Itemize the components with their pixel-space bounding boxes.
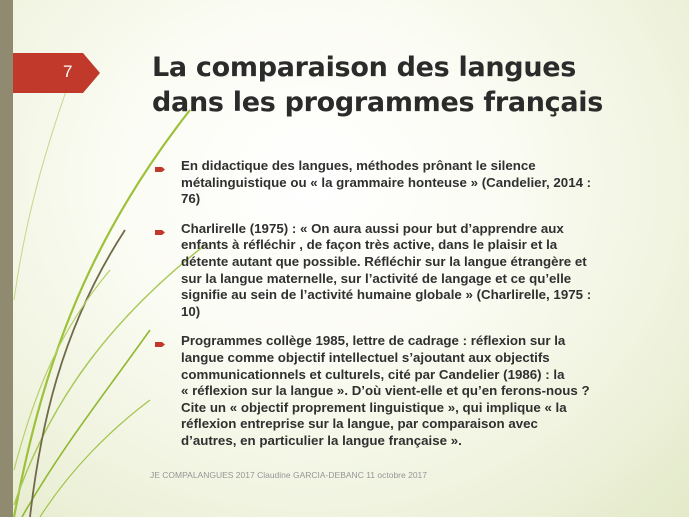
- bullet-item-charlirelle: [150, 221, 670, 321]
- bullet-item-didactique: [150, 158, 670, 208]
- slide-title-line: La comparaison des langues: [152, 52, 577, 83]
- bullet-text-line: détente autant que possible. Réfléchir sur la langue étrangère et: [181, 253, 587, 269]
- right-arrow-bullet-icon: [155, 342, 165, 347]
- bullet-text-line: d’autres, en particulier la langue française ».: [181, 432, 462, 448]
- bullet-text-line: Programmes collège 1985, lettre de cadrage : réflexion sur la: [181, 333, 566, 349]
- bullet-text-line: Charlirelle (1975) : « On aura aussi pour but d’apprendre aux: [181, 220, 564, 236]
- bullet-text-line: « réflexion sur la langue ». D’où vient-elle et qu’en ferons-nous ?: [181, 383, 590, 399]
- bullet-text-line: sur la langue maternelle, sur l’activité de langage et ce qu’elle: [181, 270, 572, 286]
- bullet-text-line: métalinguistique ou « la grammaire honteuse » (Candelier, 2014 :: [181, 174, 592, 190]
- badge-shape: [13, 53, 100, 93]
- right-arrow-bullet-icon: [155, 230, 165, 235]
- bullet-text-line: enfants à réfléchir , de façon très active, dans le plaisir et la: [181, 237, 558, 253]
- bullet-text-line: 10): [181, 303, 201, 319]
- slide-title: [152, 50, 672, 120]
- bullet-item-programmes-1985: [150, 333, 670, 449]
- bullet-text-line: signifie au sein de l’activité humaine globale » (Charlirelle, 1975 :: [181, 287, 592, 303]
- right-arrow-bullet-icon: [155, 167, 165, 172]
- bullet-text-line: Cite un « objectif proprement linguistique », qui implique « la: [181, 399, 567, 415]
- slide-title-line: dans les programmes français: [152, 87, 604, 118]
- slide-footer: JE COMPALANGUES 2017 Claudine GARCIA-DEBANC 11 octobre 2017: [150, 470, 428, 480]
- bullet-text-line: 76): [181, 191, 201, 207]
- bullet-text-line: En didactique des langues, méthodes prônant le silence: [181, 158, 536, 173]
- bullet-text-line: réflexion entreprise sur la langue, par comparaison avec: [181, 416, 538, 432]
- slide-number-badge: [13, 53, 100, 93]
- slide-number: 7: [63, 62, 73, 81]
- bullet-list: [150, 158, 670, 463]
- bullet-text-line: communicationnels et culturels, cité par Candelier (1986) : la: [181, 366, 565, 382]
- bullet-text-line: langue comme objectif intellectuel s’ajoutant aux objectifs: [181, 349, 550, 365]
